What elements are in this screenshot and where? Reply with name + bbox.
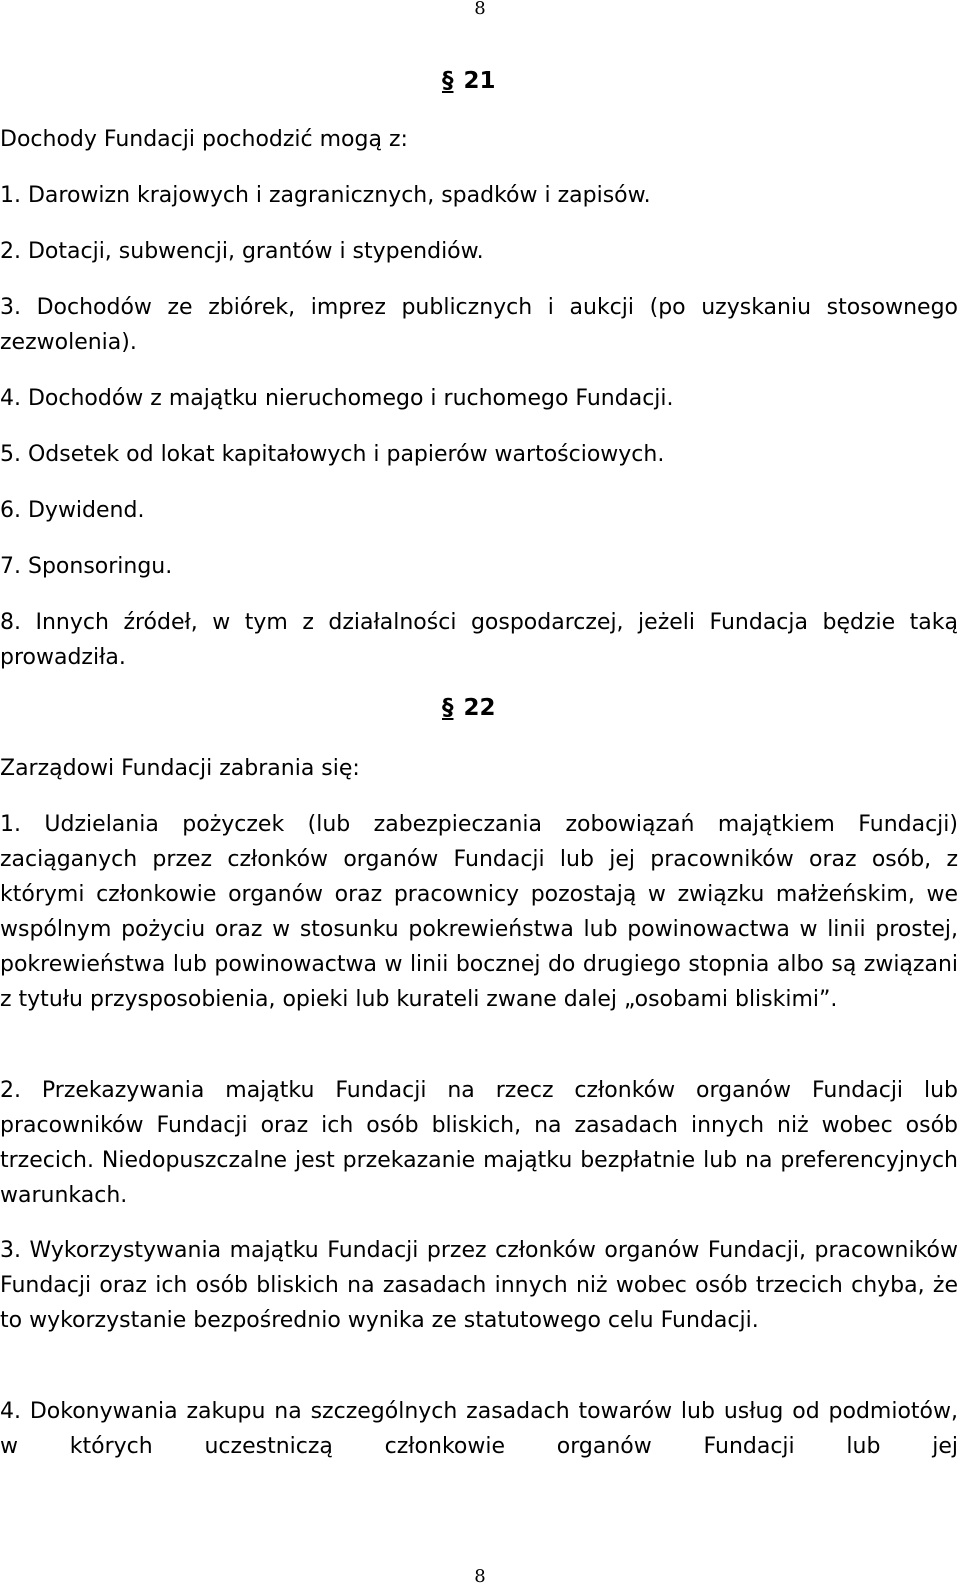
list-item: 2. Dotacji, subwencji, grantów i stypendiów. bbox=[0, 239, 484, 264]
list-item: 2. Przekazywania majątku Fundacji na rzecz członków organów Fundacji lub pracowników Fundacji oraz ich osób bliskich, na zasadach innych niż wobec osób trzecich. Niedopuszczalne jest przekazanie majątku bezpłatnie lub na preferencyjnych warunkach. bbox=[0, 1078, 958, 1208]
list-item: 4. Dokonywania zakupu na szczególnych zasadach towarów lub usług od podmiotów, w których uczestniczą członkowie organów Fundacji lub jej bbox=[0, 1399, 958, 1459]
list-item: 5. Odsetek od lokat kapitałowych i papierów wartościowych. bbox=[0, 442, 665, 467]
section-22-intro: Zarządowi Fundacji zabrania się: bbox=[0, 756, 360, 781]
page-number-bottom: 8 bbox=[474, 1566, 486, 1587]
list-item: 3. Wykorzystywania majątku Fundacji przez członków organów Fundacji, pracowników Fundacji oraz ich osób bliskich na zasadach innych niż wobec osób trzecich chyba, że to wykorzystanie bezpośrednio wynika ze statutowego celu Fundacji. bbox=[0, 1238, 958, 1333]
page-number-top: 8 bbox=[474, 0, 486, 19]
list-item: 6. Dywidend. bbox=[0, 498, 145, 523]
list-item: 1. Darowizn krajowych i zagranicznych, spadków i zapisów. bbox=[0, 183, 651, 208]
section-21-intro: Dochody Fundacji pochodzić mogą z: bbox=[0, 127, 408, 152]
list-item: 7. Sponsoringu. bbox=[0, 554, 173, 579]
section-number: 22 bbox=[463, 695, 496, 721]
list-item: 1. Udzielania pożyczek (lub zabezpieczania zobowiązań majątkiem Fundacji) zaciąganych przez członków organów Fundacji lub jej pracowników oraz osób, z którymi członkowie organów oraz pracownicy pozostają w związku małżeńskim, we wspólnym pożyciu oraz w stosunku pokrewieństwa lub powinowactwa w linii prostej, pokrewieństwa lub powinowactwa w linii bocznej do drugiego stopnia albo są związani z tytułu przysposobienia, opieki lub kurateli zwane dalej „osobami bliskimi”. bbox=[0, 812, 958, 1012]
list-item: 4. Dochodów z majątku nieruchomego i ruchomego Fundacji. bbox=[0, 386, 674, 411]
section-heading-22 bbox=[442, 695, 496, 721]
section-symbol: § bbox=[442, 68, 454, 94]
section-number: 21 bbox=[463, 68, 496, 94]
list-item: 8. Innych źródeł, w tym z działalności gospodarczej, jeżeli Fundacja będzie taką prowadziła. bbox=[0, 610, 958, 670]
section-symbol: § bbox=[442, 695, 454, 721]
list-item: 3. Dochodów ze zbiórek, imprez publicznych i aukcji (po uzyskaniu stosownego zezwolenia). bbox=[0, 295, 958, 355]
section-heading-21 bbox=[442, 68, 496, 94]
